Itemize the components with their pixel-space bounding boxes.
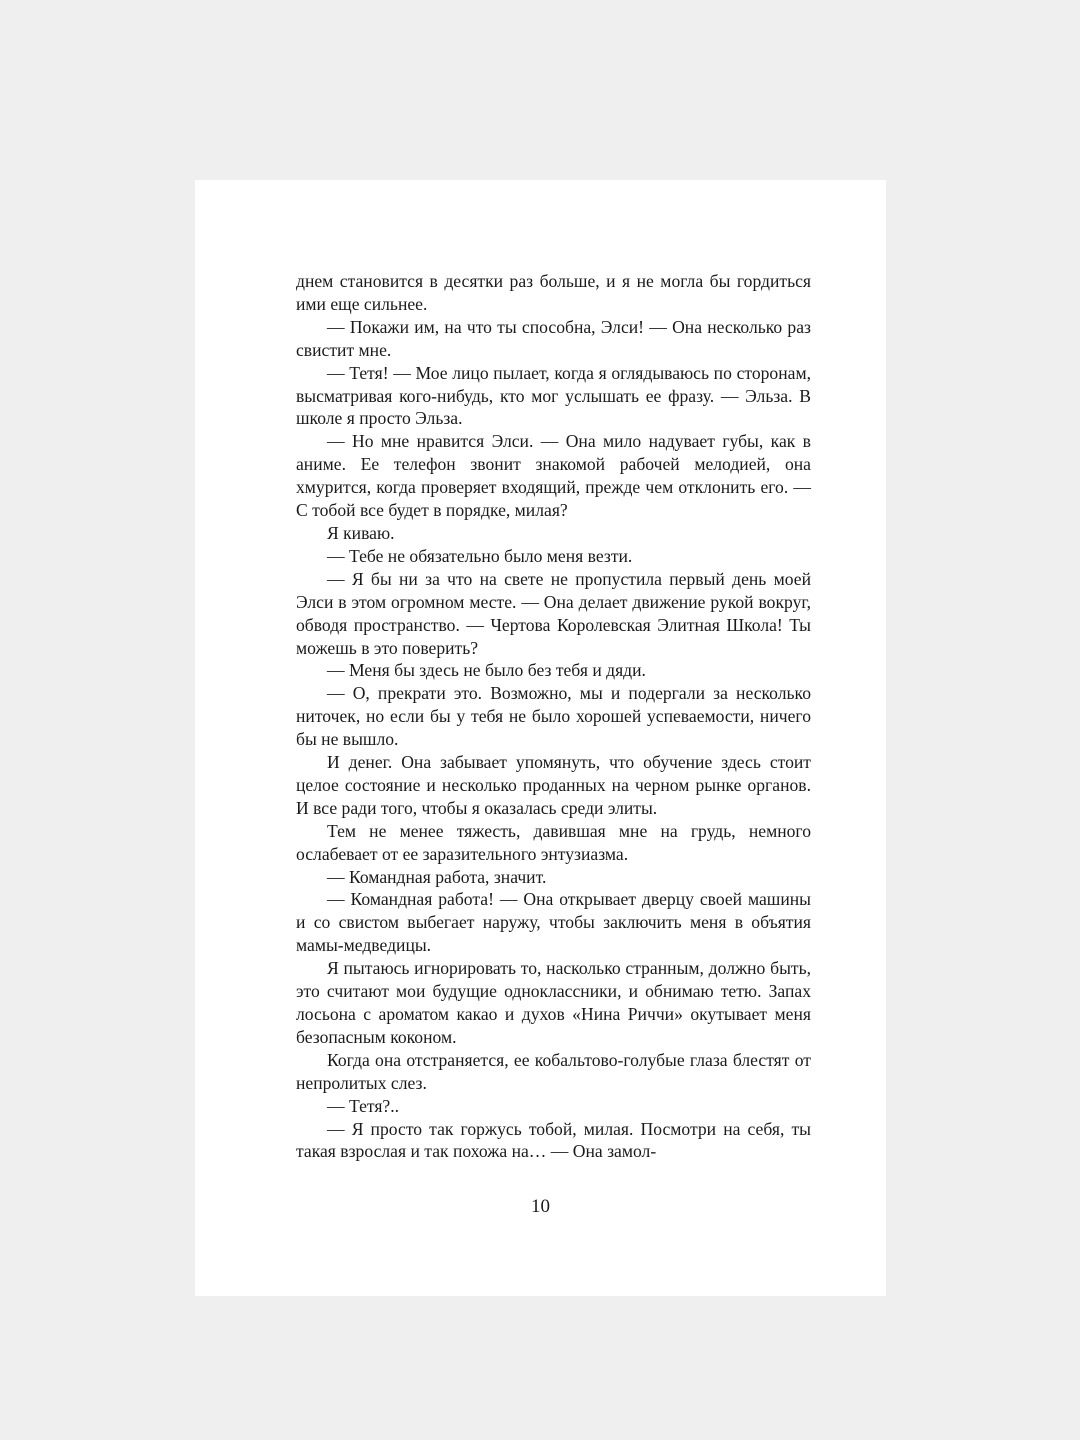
paragraph-2: — Покажи им, на что ты способна, Элси! — Она несколько раз свистит мне. xyxy=(296,316,811,360)
paragraph-17: — Я просто так горжусь тобой, милая. Посмотри на себя, ты такая взрослая и так похожа на… — Она замол- xyxy=(296,1118,811,1162)
paragraph-5: Я киваю. xyxy=(327,522,395,543)
paragraph-11: Тем не менее тяжесть, давившая мне на грудь, немного ослабевает от ее заразительного энтузиазма. xyxy=(296,820,811,864)
page-text xyxy=(296,270,811,1163)
paragraph-1: днем становится в десятки раз больше, и я не могла бы гордиться ими еще сильнее. xyxy=(296,271,811,314)
paragraph-16: — Тетя?.. xyxy=(327,1095,400,1116)
paragraph-14: Я пытаюсь игнорировать то, насколько странным, должно быть, это считают мои будущие одноклассники, и обнимаю тетю. Запах лосьона с ароматом какао и духов «Нина Риччи» окутывает меня безопасным коконом. xyxy=(296,958,811,1047)
paragraph-13: — Командная работа! — Она открывает дверцу своей машины и со свистом выбегает наружу, чтобы заключить меня в объятия мамы-медведицы. xyxy=(296,889,811,956)
page-number: 10 xyxy=(531,1196,550,1217)
paragraph-10: И денег. Она забывает упомянуть, что обучение здесь стоит целое состояние и несколько проданных на черном рынке органов. И все ради того, чтобы я оказалась среди элиты. xyxy=(296,752,811,818)
paragraph-12: — Командная работа, значит. xyxy=(327,866,547,887)
paragraph-7: — Я бы ни за что на свете не пропустила первый день моей Элси в этом огромном месте. — Она делает движение рукой вокруг, обводя пространство. — Чертова Королевская Элитная Школа! Ты можешь в это поверить? xyxy=(296,568,811,658)
paragraph-8: — Меня бы здесь не было без тебя и дяди. xyxy=(327,660,646,681)
paragraph-6: — Тебе не обязательно было меня везти. xyxy=(327,545,633,566)
paragraph-9: — О, прекрати это. Возможно, мы и подергали за несколько ниточек, но если бы у тебя не было хорошей успеваемости, ничего бы не вышло. xyxy=(296,683,811,750)
paragraph-15: Когда она отстраняется, ее кобальтово-голубые глаза блестят от непролитых слез. xyxy=(296,1049,811,1093)
book-page xyxy=(195,180,886,1296)
paragraph-4: — Но мне нравится Элси. — Она мило надувает губы, как в аниме. Ее телефон звонит знакомой рабочей мелодией, она хмурится, когда проверяет входящий, прежде чем отклонить его. — С тобой все будет в порядке, милая? xyxy=(296,431,811,521)
paragraph-3: — Тетя! — Мое лицо пылает, когда я оглядываюсь по сторонам, высматривая кого-нибудь, кто мог услышать ее фразу. — Эльза. В школе я просто Эльза. xyxy=(296,362,811,429)
